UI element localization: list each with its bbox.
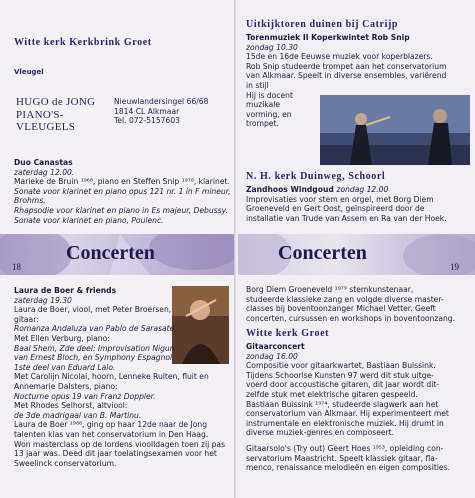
venue-title: N. H. kerk Duinweg, Schoorl	[246, 171, 386, 182]
event-title: Gitaarconcert	[246, 342, 305, 351]
duo-canastas-section: Duo Canastas zaterdag 12.00. Marieke de Bruin ¹⁹⁶⁸, piano en Steffen Snip ¹⁹⁷⁸, klarinet. Sonate voor klarinet en piano opus 121 nr. 1 in F mineur, Brohms. Rhapsodie voor klarinet en piano in Es majeur, Debussy. Sonate voor klarinet en piano, Poulenc.	[14, 158, 234, 225]
band-title: Concerten	[278, 242, 367, 264]
borg-diem-section: Borg Diem Groeneveld ¹⁹⁷⁹ stemkunstenaar, studeerde klassieke zang en volgde diverse master- classes bij boventoonzanger Michael Vetter. Geeft concerten, cursussen en workshops in boventoonzang.	[246, 285, 456, 323]
event-title: Torenmuziek II Koperkwintet Rob Snip	[246, 33, 410, 42]
venue-title: Witte kerk Kerkbrink Groet	[14, 37, 152, 48]
event-title: Laura de Boer & friends	[14, 286, 117, 295]
event-title: Duo Canastas	[14, 158, 73, 167]
concerten-band-left	[0, 234, 236, 275]
event-date: zondag 16.00	[246, 351, 298, 361]
trumpet-image	[320, 95, 470, 165]
laura-de-boer-section: Laura de Boer & friends zaterdag 19.30 Laura de Boer, viool, met Peter Broersen, gitaar: Romanza Andaluza van Pablo de Sarasate. Met Ellen Verburg, piano: Baal Shem, Zde deel: Improvisation Nigun van Ernest Bloch, en Symphony Espagnol 1ste deel van Eduard Lalo. Met Carolijn Nicolai, hoorn, Lenneke Ruiten, fluit en Annemarie Dalsters, piano: Nocturne opus 19 van Franz Doppler. Met Rhodes Selhorst, altviool: de 3de madrigaal van B. Martinu. Laura de Boer ¹⁹⁸⁶, ging op haar 12de naar de Jong talenten klas van het conservatorium in Den Haag. Won masterclass op de Iordens vioolldagen toen zij pas 13 jaar was. Deed dit jaar toelatingsexamen voor het Sweelinck conservatorium.	[14, 286, 234, 468]
sponsor-logo	[16, 96, 226, 133]
gitaarconcert-section: Gitaarconcert zondag 16.00 Compositie voor gitaarkwartet, Bastiaan Buissink. Tijdens Schoorlse Kunsten 97 werd dit stuk uitge- voerd door accoustische gitaren, dit jaar wordt dit- zelfde stuk met elektrische gitaren gespeeld. Bastiaan Buissink ¹⁹⁷⁴, studeerde slagwerk aan het conservatorium van Alkmaar. Hij experimenteert met instrumentale en elektronische muziek. Hij drumt in diverse muziek-genres en composeert. Gitaarsolo's (Try out) Geert Hoes ¹⁹⁵³, opleiding con- servatorium Maastricht. Speelt klassiek gitaar, fla- menco, renaissance melodieën en eigen composities.	[246, 342, 472, 473]
venue-title: Uitkijktoren duinen bij Catrijp	[246, 19, 399, 30]
right-page	[238, 0, 475, 498]
sponsor-address: Nieuwlandersingel 66/68 1814 CL Alkmaar Tel. 072-5157603	[114, 97, 209, 126]
event-date: zondag 10.30	[246, 42, 298, 52]
event-date: zaterdag 19.30	[14, 295, 72, 305]
event-date: zondag 12.00	[336, 185, 389, 194]
page-number: 18	[12, 262, 21, 272]
left-page	[0, 0, 236, 498]
event-date: zaterdag 12.00.	[14, 167, 75, 177]
zandhoos-section: Zandhoos Windgoud zondag 12.00 Improvisaties voor stem en orgel, met Borg Diem Groeneveld en Gert Oost, geïnspireerd door de installatie van Trude van Assem en Ra van der Hoek.	[246, 185, 447, 223]
page-number: 19	[450, 262, 459, 272]
concerten-band-right	[238, 234, 475, 275]
logo-mark: HUGO de JONG PIANO'S-VLEUGELS	[16, 96, 96, 133]
event-title: Zandhoos Windgoud	[246, 185, 334, 194]
torenmuziek-section: Torenmuziek II Koperkwintet Rob Snip zondag 10.30 15de en 16de Eeuwse muziek voor koperblazers. Rob Snip studeerde trompet aan het conservatorium van Alkmaar. Speelt in diverse ensembles, variërend in stijl Hij is docent muzikale vorming, en trompet.	[246, 33, 472, 129]
band-title: Concerten	[66, 242, 155, 264]
category-label: Vleugel	[14, 68, 44, 76]
venue-title: Witte kerk Groet	[246, 328, 330, 339]
trumpet-players-photo	[320, 95, 470, 165]
